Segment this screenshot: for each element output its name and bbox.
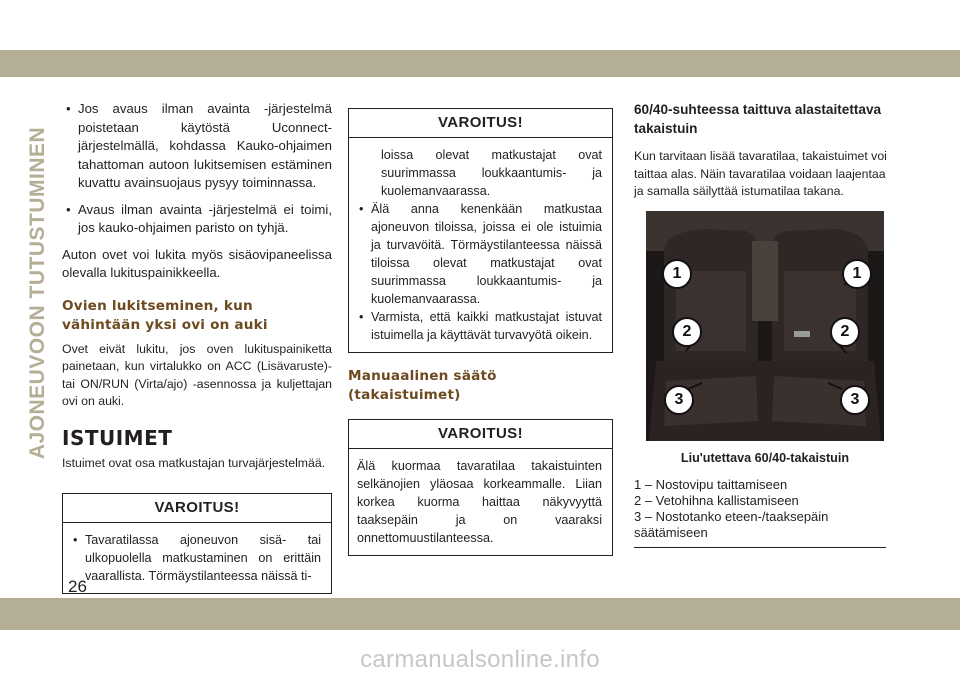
paragraph: Istuimet ovat osa matkustajan turvajärjestelmää.: [62, 456, 326, 471]
paragraph: Kun tarvitaan lisää tavaratilaa, takaistuimet voi taittaa alas. Näin tavaratilaa voidaan laajentaa ja samalla säilyttää istumatilaa takana.: [634, 149, 887, 199]
list-item: • Älä anna kenenkään matkustaa ajoneuvon tiloissa, joissa ei ole istuimia ja turvavöitä. Törmäystilanteessa näissä tiloissa olevat matkustajat ovat suurimmassa loukkaantumis- ja kuolemanvaarassa.: [359, 202, 602, 306]
subheading: Ovien lukitseminen, kun vähintään yksi ovi on auki: [62, 297, 268, 333]
bottom-band: [0, 598, 960, 630]
subheading: Manuaalinen säätö (takaistuimet): [348, 368, 497, 403]
legend-item: 2 – Vetohihna kallistamiseen: [634, 493, 799, 509]
left-column: [62, 100, 332, 594]
right-column: [634, 100, 889, 548]
paragraph: Auton ovet voi lukita myös sisäovipaneelissa olevalla lukituspainikkeella.: [62, 246, 332, 280]
warning-box: [62, 493, 332, 594]
callout-3-left: 3: [664, 385, 694, 415]
figure-legend: [634, 477, 889, 541]
paragraph: loissa olevat matkustajat ovat suurimmassa loukkaantumis- ja kuolemanvaarassa.: [381, 148, 602, 198]
watermark: carmanualsonline.info: [360, 646, 600, 673]
list-item: • Avaus ilman avainta -järjestelmä ei toimi, jos kauko-ohjaimen paristo on tyhjä.: [66, 201, 332, 235]
callout-2-left: 2: [672, 317, 702, 347]
rear-seat-photo: [646, 211, 884, 441]
legend-item: 3 – Nostotanko eteen-/taaksepäin säätämiseen: [634, 509, 829, 541]
warning-title: VAROITUS!: [63, 494, 331, 523]
paragraph: Ovet eivät lukitu, jos oven lukituspainiketta painetaan, kun virtalukko on ACC (Lisävaruste)- tai ON/RUN (Virta/ajo) -asennossa ja kuljettajan ovi on auki.: [62, 341, 332, 409]
side-chapter-title: [26, 103, 50, 483]
side-chapter-title-text: AJONEUVOON TUTUSTUMINEN: [26, 126, 50, 460]
warning-box: [348, 108, 613, 353]
middle-column: [348, 100, 613, 556]
subheading: 60/40-suhteessa taittuva alastaitettava takaistuin: [634, 102, 882, 136]
warning-title: VAROITUS!: [349, 109, 612, 138]
top-band: [0, 50, 960, 77]
callout-1-left: 1: [662, 259, 692, 289]
callout-2-right: 2: [830, 317, 860, 347]
section-heading: ISTUIMET: [62, 425, 173, 450]
legend-item: 1 – Nostovipu taittamiseen: [634, 477, 788, 493]
callout-1-right: 1: [842, 259, 872, 289]
warning-box: [348, 419, 613, 556]
callout-3-right: 3: [840, 385, 870, 415]
list-item: • Jos avaus ilman avainta -järjestelmä poistetaan käytöstä Uconnect-järjestelmällä, kohdassa Kauko-ohjaimen tahattoman autoon lukitsemisen estäminen kuvattu avainsuojaus pysyy toiminnassa.: [66, 101, 332, 190]
warning-title: VAROITUS!: [349, 420, 612, 449]
list-item: • Varmista, että kaikki matkustajat istuvat istuimella ja käyttävät turvavyötä oikein.: [359, 310, 602, 342]
legend-rule: [634, 547, 886, 548]
paragraph: Älä kuormaa tavaratilaa takaistuinten selkänojien yläosaa korkeammalle. Liian korkea kuorma haittaa näkyvyyttä taaksepäin ja on vaaraksi onnettomuustilanteessa.: [357, 459, 602, 545]
figure-caption: Liu'utettava 60/40-takaistuin: [680, 450, 850, 465]
page-number: 26: [68, 577, 87, 596]
list-item: • Tavaratilassa ajoneuvon sisä- tai ulkopuolella matkustaminen on erittäin vaarallista. Törmäystilanteessa näissä ti-: [73, 532, 321, 583]
